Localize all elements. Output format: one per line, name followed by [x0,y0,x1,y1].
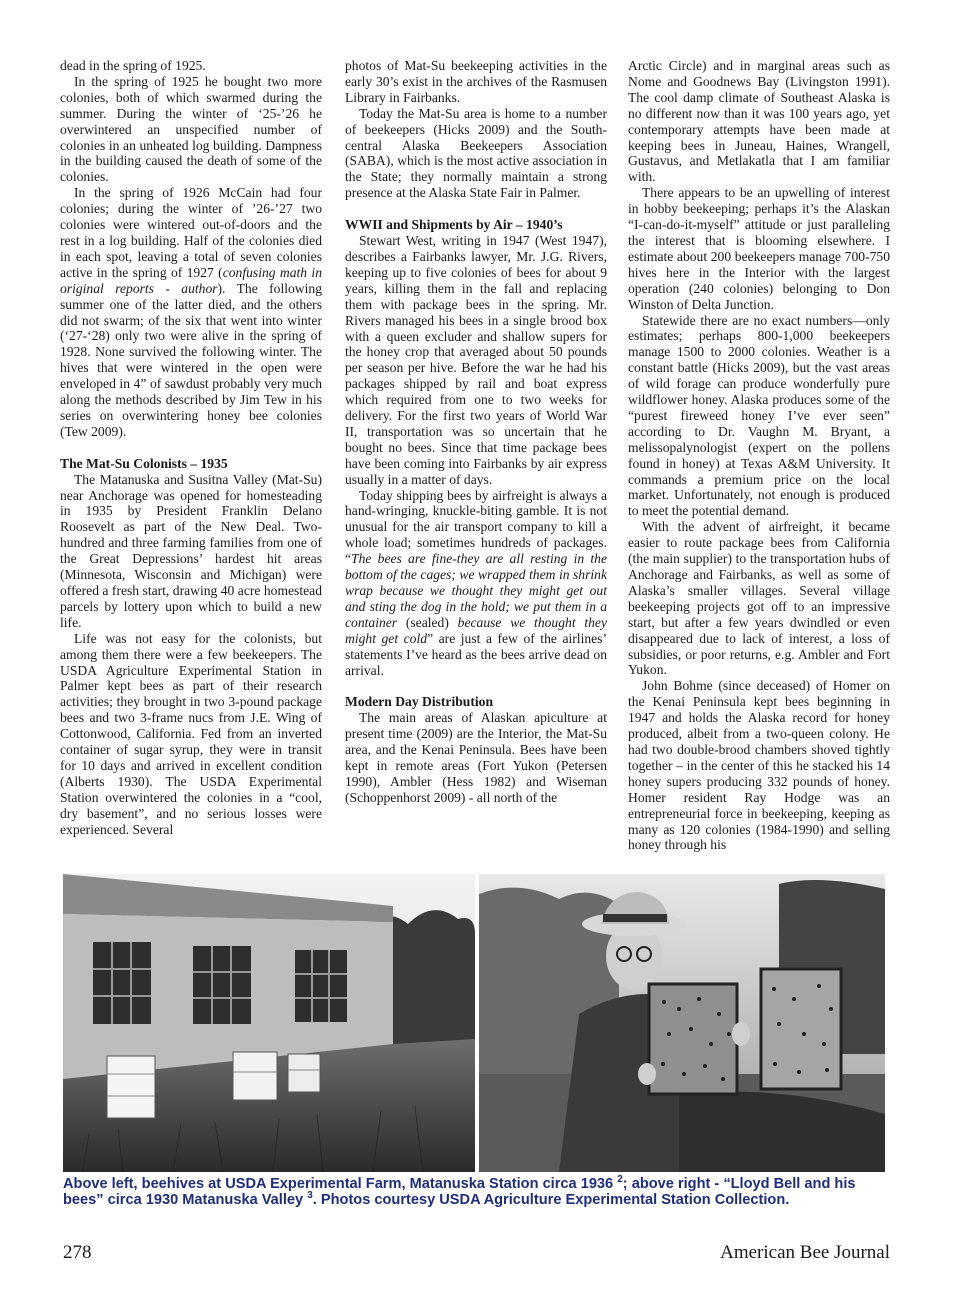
paragraph: Stewart West, writing in 1947 (West 1947), describes a Fairbanks lawyer, Mr. J.G. Rivers, keeping up to five colonies of bees for about 9 years, killing them in the fall and replacing them with package bees in the spring. Mr. Rivers managed his bees in a single brood box with a queen excluder and shallow supers for the honey crop that averaged about 50 pounds per season per hive. Before the war he had his packages shipped by rail and boat express which required from one to two weeks for delivery. For the first two years of World War II, transportation was so uncertain that he bought no bees. Since that time package bees have been coming into Fairbanks by air express usually in a matter of days. [345,233,607,487]
honeycomb-frame [761,969,841,1089]
paragraph: Today shipping bees by airfreight is always a hand-wringing, knuckle-biting gamble. It is not unusual for the air transport company to kill a whole load; sometimes hundreds of packages. “The bees are fine-they are all resting in the bottom of the cages; we wrapped them in shrink wrap because we thought they might get out and sting the dog in the hold; we put them in a container (sealed) because we thought they might get cold” are just a few of the airlines’ statements I’ve heard as the bees arrive dead on arrival. [345,487,607,678]
paragraph: There appears to be an upwelling of interest in hobby beekeeping; perhaps it’s the Alaskan “I-can-do-it-myself” attitude or just paralleling the interest that is blooming elsewhere. I estimate about 200 beekeepers manage 700-750 hives here in the Interior with the largest operation (240 colonies) belonging to Don Winston of Delta Junction. [628,185,890,312]
paragraph: Statewide there are no exact numbers—only estimates; perhaps 800-1,000 beekeepers manage 1500 to 2000 colonies. Weather is a constant battle (Hicks 2009), but the vast areas of wild forage can produce wonderfully pure wildflower honey. Alaska produces some of the “purest fireweed honey I’ve ever seen” according to Dr. Vaughn M. Bryant, a melissopalynologist (expert on the pollens found in honey) at Texas A&M University. It commands a premium price on the local market. Unfortunately, not enough is produced to meet the potential demand. [628,312,890,519]
page-number: 278 [63,1242,92,1263]
paragraph: In the spring of 1926 McCain had four colonies; during the winter of ’26-’27 two colonies were wintered out-of-doors and the rest in a log building. Half of the colonies died in each spot, leaving a total of seven colonies active in the spring of 1927 (confusing math in original reports - author). The following summer one of the latter died, and the others did not swarm; of the six that went into winter (‘27-‘28) only two were alive in the spring of 1928. None survived the following winter. The hives that were wintered in the open were enveloped in 4” of sawdust probably very much along the methods described by Jim Tew in his series on overwintering honey bee colonies (Tew 2009). [60,185,323,439]
paragraph: In the spring of 1925 he bought two more colonies, both of which swarmed during the summer. During the winter of ‘25-’26 he overwintered an unspecified number of colonies in an unheated log building. Dampness in the building caused the death of some of the colonies. [60,73,322,185]
journal-title: American Bee Journal [720,1242,890,1263]
article-column-2 [345,58,607,806]
paragraph: With the advent of airfreight, it became easier to route package bees from California (the main supplier) to the transportation hubs of Anchorage and Fairbanks, as well as some of Alaska’s smaller villages. Several village beekeeping projects got off to an impressive start, but after a few years dwindled or even disappeared due to lack of interest, a loss of subsidies, or poor returns, e.g. Ambler and Fort Yukon. [628,519,890,678]
beehives-farm-photo [63,874,475,1172]
section-heading-modern-distribution: Modern Day Distribution [345,694,494,710]
paragraph: The Matanuska and Susitna Valley (Mat-Su) near Anchorage was opened for homesteading in 1935 by President Franklin Delano Roosevelt as part of the New Deal. Two-hundred and three farming families from one of the Great Depressions’ hardest hit areas (Minnesota, Wisconsin and Michigan) were offered a fresh start, drawing 40 acre homestead parcels by lottery upon which to build a new life. [60,471,322,630]
paragraph: John Bohme (since deceased) of Homer on the Kenai Peninsula kept bees beginning in 1947 and holds the Alaska record for honey produced, albeit from a two-queen colony. He had two double-brood chambers shoved tightly together – in the center of this he stacked his 14 honey supers producing 332 pounds of honey. Homer resident Ray Hodge was an entrepreneurial force in beekeeping, keeping as many as 120 colonies (1984-1990) and selling honey through his [628,678,890,853]
photo-caption: Above left, beehives at USDA Experimental Farm, Matanuska Station circa 1936 $^2$; above right - “Lloyd Bell and his bees” circa 1930 Matanuska Valley $^3$. Photos courtesy USDA Agriculture Experimental Station Collection. [63,1174,856,1208]
paragraph: Arctic Circle) and in marginal areas such as Nome and Goodnews Bay (Livingston 1991). The cool damp climate of Southeast Alaska is no different now than it was 100 years ago, yet contemporary attempts have been made at keeping bees in Juneau, Haines, Wrangell, Gustavus, and Metlakatla that I am familiar with. [628,58,890,185]
paragraph: photos of Mat-Su beekeeping activities in the early 30’s exist in the archives of the Rasmusen Library in Fairbanks. [345,58,607,105]
honeycomb-frame [649,984,737,1094]
paragraph: The main areas of Alaskan apiculture at present time (2009) are the Interior, the Mat-Su area, and the Kenai Peninsula. Bees have been kept in remote areas (Fort Yukon (Petersen 1990), Ambler (Hess 1982) and Wiseman (Schoppenhorst 2009) - all north of the [345,710,607,805]
article-column-1 [60,58,322,838]
paragraph: dead in the spring of 1925. [60,58,206,73]
paragraph: Life was not easy for the colonists, but among them there were a few beekeepers. The USDA Agriculture Experimental Station in Palmer kept bees as part of their research activities; they brought in two 3-pound package bees and two 3-frame nucs from J.E. Wing of Cottonwood, California. Fed from an inverted container of sugar syrup, they were in transit for 10 days and arrived in excellent condition (Alberts 1930). The USDA Experimental Station overwintered the colonies in a “cool, dry basement”, and no serious losses were experienced. Several [60,630,322,837]
section-heading-wwii: WWII and Shipments by Air – 1940’s [345,217,563,233]
section-heading-mat-su: The Mat-Su Colonists – 1935 [60,455,228,471]
photo-strip [63,874,885,1172]
lloyd-bell-bees-photo [479,874,885,1172]
paragraph: Today the Mat-Su area is home to a number of beekeepers (Hicks 2009) and the South-central Alaska Beekeepers Association (SABA), which is the most active association in the State; they normally maintain a strong presence at the Alaska State Fair in Palmer. [345,105,607,201]
article-column-3 [628,58,890,853]
